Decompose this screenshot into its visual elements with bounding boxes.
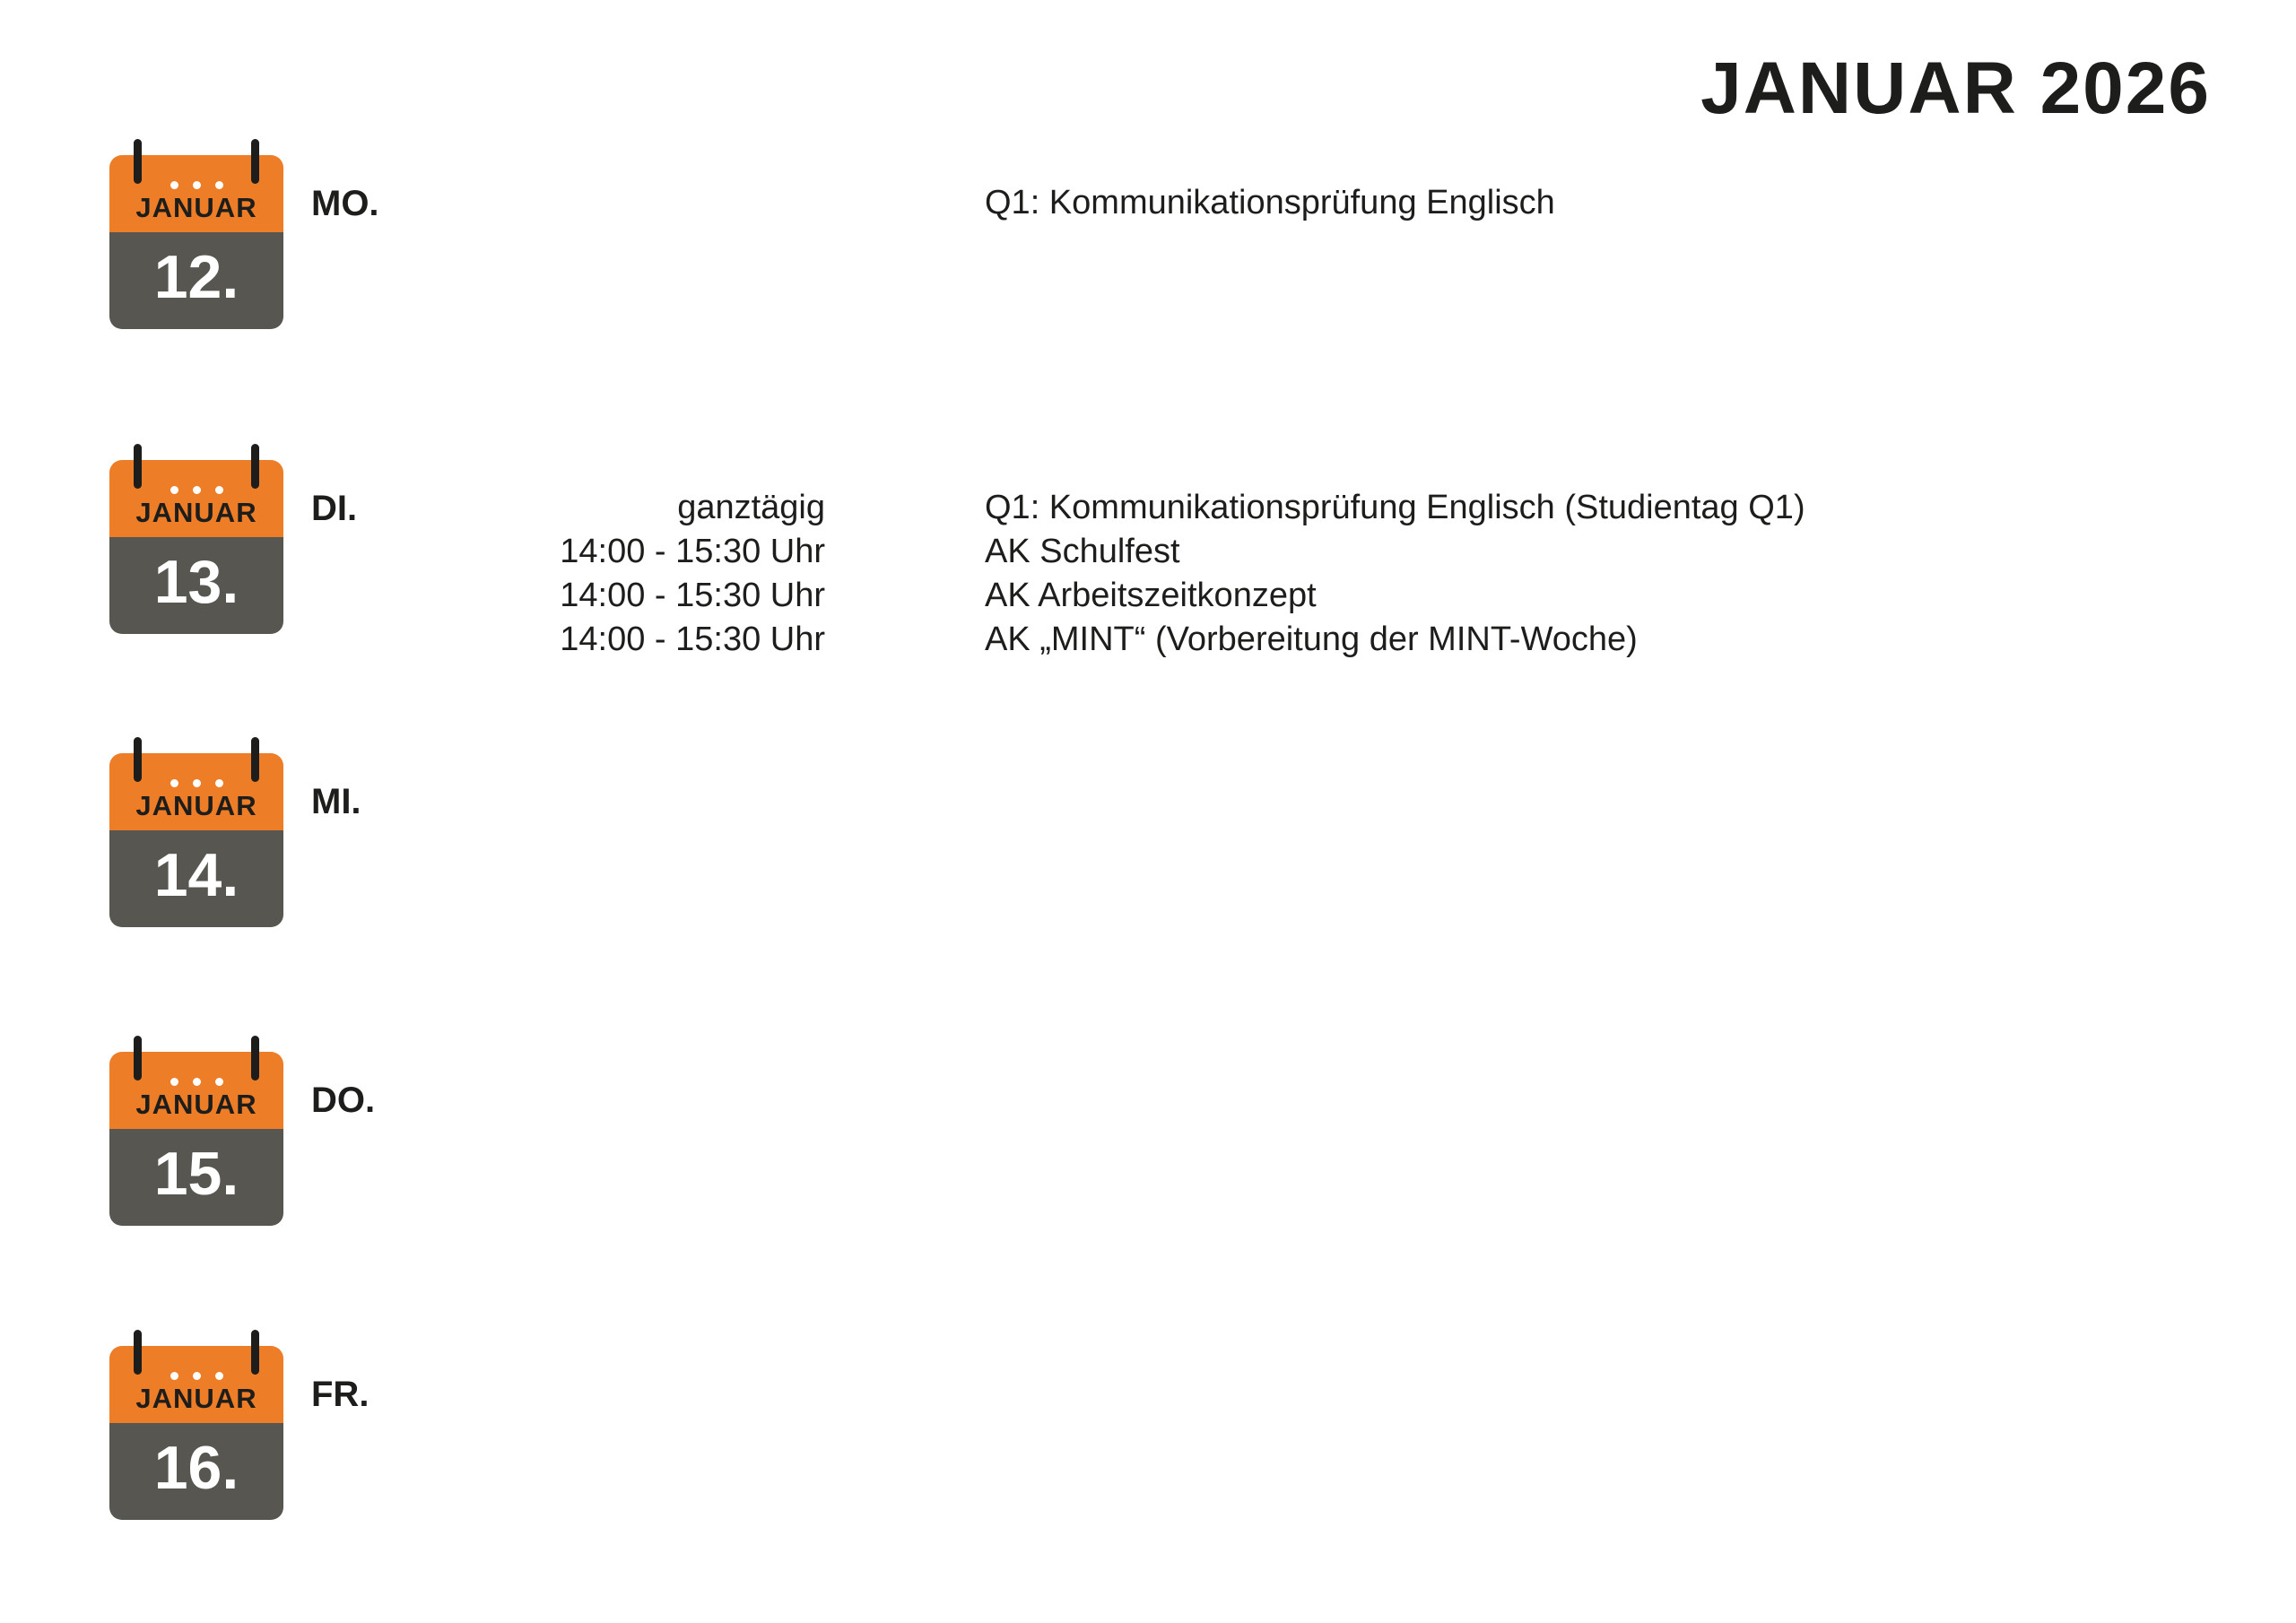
weekday-label: DO. — [311, 1081, 376, 1120]
calendar-day-number: 12. — [153, 243, 239, 311]
calendar-ring — [251, 737, 259, 782]
event-time: 14:00 - 15:30 Uhr — [560, 533, 825, 570]
event-item — [0, 531, 2152, 575]
event-item — [0, 575, 2152, 619]
event-time: ganztägig — [677, 489, 825, 526]
calendar-day-number: 13. — [153, 548, 239, 616]
weekday-label: MI. — [311, 782, 361, 821]
weekday-label: DI. — [311, 489, 358, 528]
event-title: Q1: Kommunikationsprüfung Englisch (Studientag Q1) — [985, 489, 1805, 526]
event-title: AK Arbeitszeitkonzept — [985, 577, 1317, 614]
calendar-ring — [134, 1036, 142, 1081]
calendar-month: JANUAR — [135, 497, 257, 528]
page-title: JANUAR 2026 — [1700, 48, 2211, 129]
calendar-icon — [109, 1036, 283, 1226]
calendar-day-number: 15. — [153, 1140, 239, 1208]
event-title: AK Schulfest — [985, 533, 1180, 570]
event-title: AK „MINT“ (Vorbereitung der MINT-Woche) — [985, 621, 1638, 658]
calendar-month: JANUAR — [135, 1383, 257, 1414]
event-time: 14:00 - 15:30 Uhr — [560, 577, 825, 614]
calendar-body — [109, 1129, 283, 1226]
event-time: 14:00 - 15:30 Uhr — [560, 621, 825, 658]
event-item — [0, 619, 2152, 663]
event-title: Q1: Kommunikationsprüfung Englisch — [985, 184, 1555, 221]
calendar-ring — [251, 139, 259, 184]
calendar-ring — [134, 444, 142, 489]
calendar-icon — [109, 1330, 283, 1520]
event-list — [0, 487, 2152, 663]
event-item — [0, 487, 2152, 531]
calendar-ring — [134, 737, 142, 782]
calendar-body — [109, 1423, 283, 1520]
calendar-body — [109, 830, 283, 927]
calendar-icon — [109, 139, 283, 329]
calendar-month: JANUAR — [135, 790, 257, 821]
calendar-month: JANUAR — [135, 192, 257, 223]
event-list — [0, 182, 2152, 226]
calendar-month: JANUAR — [135, 1089, 257, 1120]
calendar-ring — [134, 1330, 142, 1375]
event-item — [0, 182, 2152, 226]
calendar-day-number: 16. — [153, 1434, 239, 1502]
calendar-ring — [251, 444, 259, 489]
weekday-label: FR. — [311, 1375, 370, 1414]
calendar-icon — [109, 737, 283, 927]
calendar-ring — [251, 1036, 259, 1081]
calendar-body — [109, 232, 283, 329]
calendar-day-number: 14. — [153, 841, 239, 909]
weekday-label: MO. — [311, 184, 379, 223]
calendar-ring — [251, 1330, 259, 1375]
calendar-ring — [134, 139, 142, 184]
